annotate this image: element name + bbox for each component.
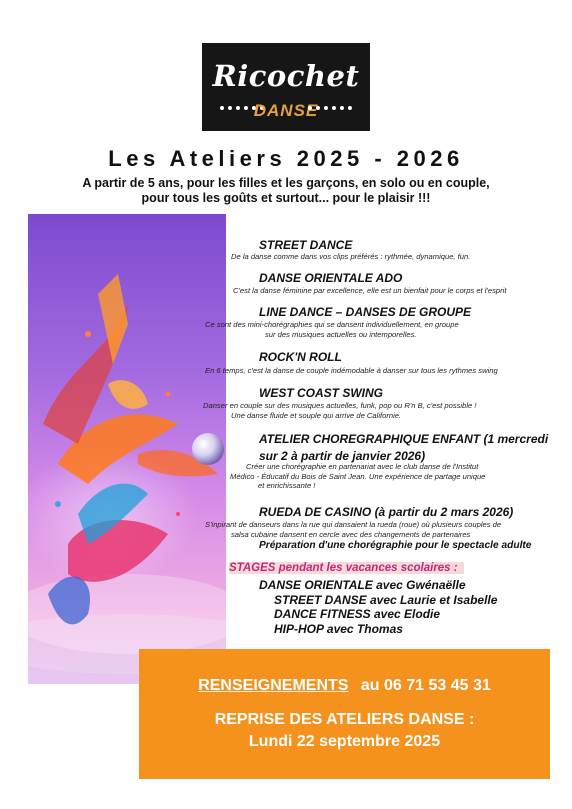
- info-box: [139, 649, 550, 779]
- atelier-choregraphique-enfant: [259, 432, 548, 463]
- atelier-title: LINE DANCE – DANSES DE GROUPE: [259, 305, 472, 319]
- logo-sub: DANSE: [253, 101, 319, 120]
- ricochet-danse-logo: [202, 43, 370, 131]
- logo-dots-right: [308, 106, 352, 110]
- atelier-title-line-1: ATELIER CHOREGRAPHIQUE ENFANT (1 mercredi: [259, 432, 549, 446]
- stage-item: HIP-HOP avec Thomas: [274, 622, 403, 636]
- info-contact-line: [139, 677, 550, 695]
- atelier-title-line-2: sur 2 à partir de janvier 2026): [259, 449, 426, 463]
- stage-item: STREET DANSE avec Laurie et Isabelle: [274, 593, 498, 607]
- reprise-date: Lundi 22 septembre 2025: [248, 733, 441, 750]
- atelier-west-coast-swing-desc: Danser en couple sur des musiques actuelles, funk, pop ou R'n B, c'est possible ! Une danse fluide et souple qui arrive de Californie.: [203, 401, 477, 420]
- reprise-line: REPRISE DES ATELIERS DANSE :: [214, 711, 475, 728]
- atelier-title: WEST COAST SWING: [259, 386, 383, 400]
- intro-line-1: A partir de 5 ans, pour les filles et les garçons, en solo ou en couple,: [82, 176, 490, 190]
- atelier-line-dance-desc: Ce sont des mini-chorégraphies qui se dansent individuellement, en groupe sur des musiques actuelles ou intemporelles.: [205, 320, 459, 339]
- atelier-title: ROCK'N ROLL: [259, 350, 342, 364]
- atelier-rueda-extra: Préparation d'une chorégraphie pour le spectacle adulte: [259, 540, 532, 551]
- atelier-title: STREET DANCE: [259, 238, 353, 252]
- stage-item: DANCE FITNESS avec Elodie: [274, 607, 441, 621]
- atelier-rueda-de-casino: [259, 505, 513, 519]
- atelier-west-coast-swing: [259, 386, 383, 400]
- page-title: Les Ateliers 2025 - 2026: [108, 146, 464, 171]
- phone-number: au 06 71 53 45 31: [360, 677, 491, 694]
- stages-heading: STAGES pendant les vacances scolaires :: [229, 562, 464, 574]
- intro-text: [60, 176, 512, 206]
- atelier-title: RUEDA DE CASINO (à partir du 2 mars 2026): [259, 505, 514, 519]
- atelier-line-dance: [259, 305, 471, 319]
- renseignements-label: RENSEIGNEMENTS: [198, 677, 349, 694]
- dancer-artwork: [28, 214, 226, 684]
- atelier-rueda-de-casino-desc: S'inpirant de danseurs dans la rue qui dansaient la rueda (roue) où plusieurs couples de salsa cubaine dansent en cercle avec des changements de partenaires: [205, 520, 502, 539]
- logo-name: Ricochet: [212, 59, 360, 93]
- intro-line-2: pour tous les goûts et surtout... pour le plaisir !!!: [141, 191, 431, 205]
- atelier-rock-n-roll-desc: En 6 temps, c'est la danse de couple indémodable à danser sur tous les rythmes swing: [205, 366, 498, 375]
- atelier-street-dance-desc: De la danse comme dans vos clips préférés : rythmée, dynamique, fun.: [231, 252, 471, 261]
- atelier-danse-orientale-ado-desc: C'est la danse féminine par excellence, elle est un bienfait pour le corps et l'esprit: [233, 286, 507, 295]
- atelier-rock-n-roll: [259, 350, 342, 364]
- atelier-street-dance: [259, 238, 352, 252]
- stage-item: DANSE ORIENTALE avec Gwénaëlle: [259, 578, 466, 592]
- atelier-danse-orientale-ado: [259, 271, 402, 285]
- atelier-choregraphique-enfant-desc: Créer une chorégraphie en partenariat avec le club danse de l'Institut Médico - Éducatif du Bois de Saint Jean. Une expérience de partage unique et enrichissante !: [230, 462, 486, 491]
- atelier-title: DANSE ORIENTALE ADO: [259, 271, 403, 285]
